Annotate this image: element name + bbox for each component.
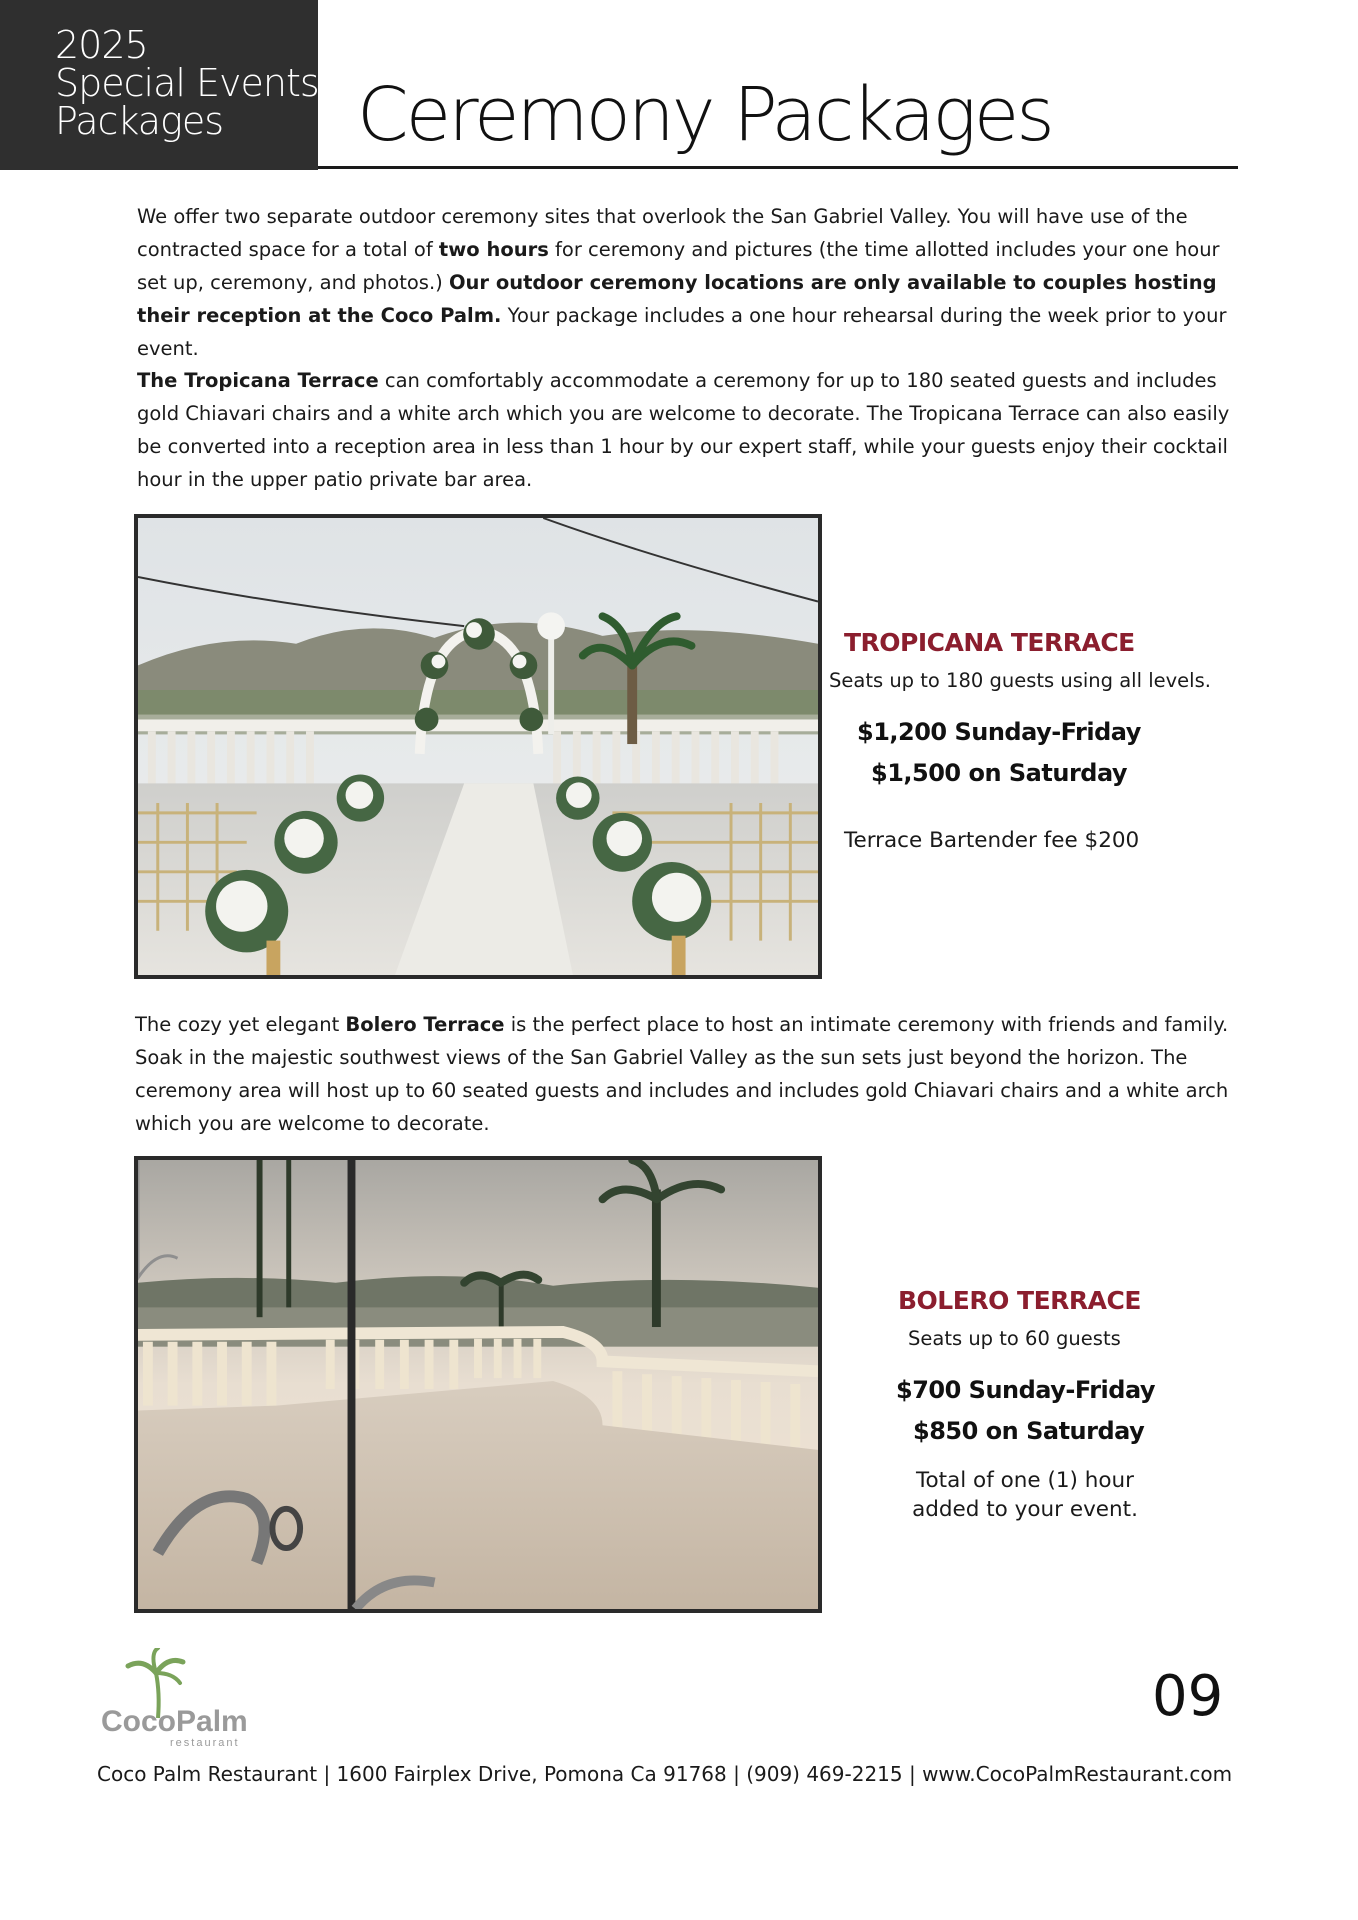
tropicana-terrace-photo	[134, 514, 822, 979]
bolero-seats: Seats up to 60 guests	[908, 1327, 1121, 1350]
tropicana-text: can comfortably accommodate a ceremony for up to 180 seated guests and includes gold Chiavari chairs and a white arch which you are welcome to decorate. The Tropicana Terrace can also easily be converted into a reception area in less than 1 hour by our expert staff, while your guests enjoy their cocktail hour in the upper patio private bar area.	[137, 369, 1230, 491]
corner-line-3: Packages	[55, 99, 223, 143]
tropicana-seats: Seats up to 180 guests using all levels.	[829, 669, 1211, 692]
tropicana-photo-illustration	[138, 518, 818, 975]
tropicana-terrace-heading: TROPICANA TERRACE	[844, 628, 1135, 657]
page-number: 09	[1152, 1664, 1224, 1729]
intro-bold-availability: Our outdoor ceremony locations are only available to couples hosting their reception at the Coco Palm.	[137, 271, 1217, 327]
header-corner-block	[0, 0, 318, 170]
intro-text: We offer two separate outdoor ceremony sites that overlook the San Gabriel Valley. You will have use of the contracted space for a total of	[137, 205, 1188, 261]
corner-line-2: Special Events	[55, 61, 319, 105]
intro-text: Your package includes a one hour rehearsal during the week prior to your event.	[137, 304, 1227, 360]
logo-subtitle: restaurant	[170, 1737, 240, 1749]
intro-paragraph	[137, 200, 1247, 365]
footer-contact: Coco Palm Restaurant | 1600 Fairplex Drive, Pomona Ca 91768 | (909) 469-2215 | www.CocoPalmRestaurant.com	[97, 1762, 1233, 1786]
intro-bold-two-hours: two hours	[438, 238, 549, 261]
bolero-added-hour-note: Total of one (1) hour added to your event.	[912, 1468, 1138, 1522]
bolero-bold-name: Bolero Terrace	[345, 1013, 505, 1036]
coco-palm-logo	[98, 1648, 248, 1750]
bolero-description	[135, 1008, 1245, 1140]
bolero-terrace-heading: BOLERO TERRACE	[898, 1286, 1141, 1315]
bolero-text: The cozy yet elegant	[135, 1013, 346, 1036]
tropicana-price-saturday: $1,500 on Saturday	[871, 759, 1128, 787]
bolero-photo-illustration	[138, 1160, 818, 1609]
title-divider	[318, 166, 1238, 169]
logo-wordmark: CocoPalm	[101, 1705, 248, 1738]
tropicana-description	[137, 364, 1247, 496]
bolero-terrace-photo	[134, 1156, 822, 1613]
bolero-price-weekday: $700 Sunday-Friday	[896, 1376, 1156, 1404]
intro-text: for ceremony and pictures (the time allotted includes your one hour set up, ceremony, and photos.)	[137, 238, 1220, 294]
corner-year: 2025	[55, 23, 148, 67]
palm-tree-icon	[98, 1648, 248, 1750]
tropicana-bold-name: The Tropicana Terrace	[137, 369, 379, 392]
bolero-price-saturday: $850 on Saturday	[913, 1417, 1145, 1445]
tropicana-bartender-fee: Terrace Bartender fee $200	[844, 828, 1140, 853]
page-title: Ceremony Packages	[357, 72, 1052, 158]
tropicana-price-weekday: $1,200 Sunday-Friday	[857, 718, 1141, 746]
bolero-text: is the perfect place to host an intimate ceremony with friends and family. Soak in the majestic southwest views of the San Gabriel Valley as the sun sets just beyond the horizon. The ceremony area will host up to 60 seated guests and includes and includes gold Chiavari chairs and a white arch which you are welcome to decorate.	[135, 1013, 1229, 1135]
